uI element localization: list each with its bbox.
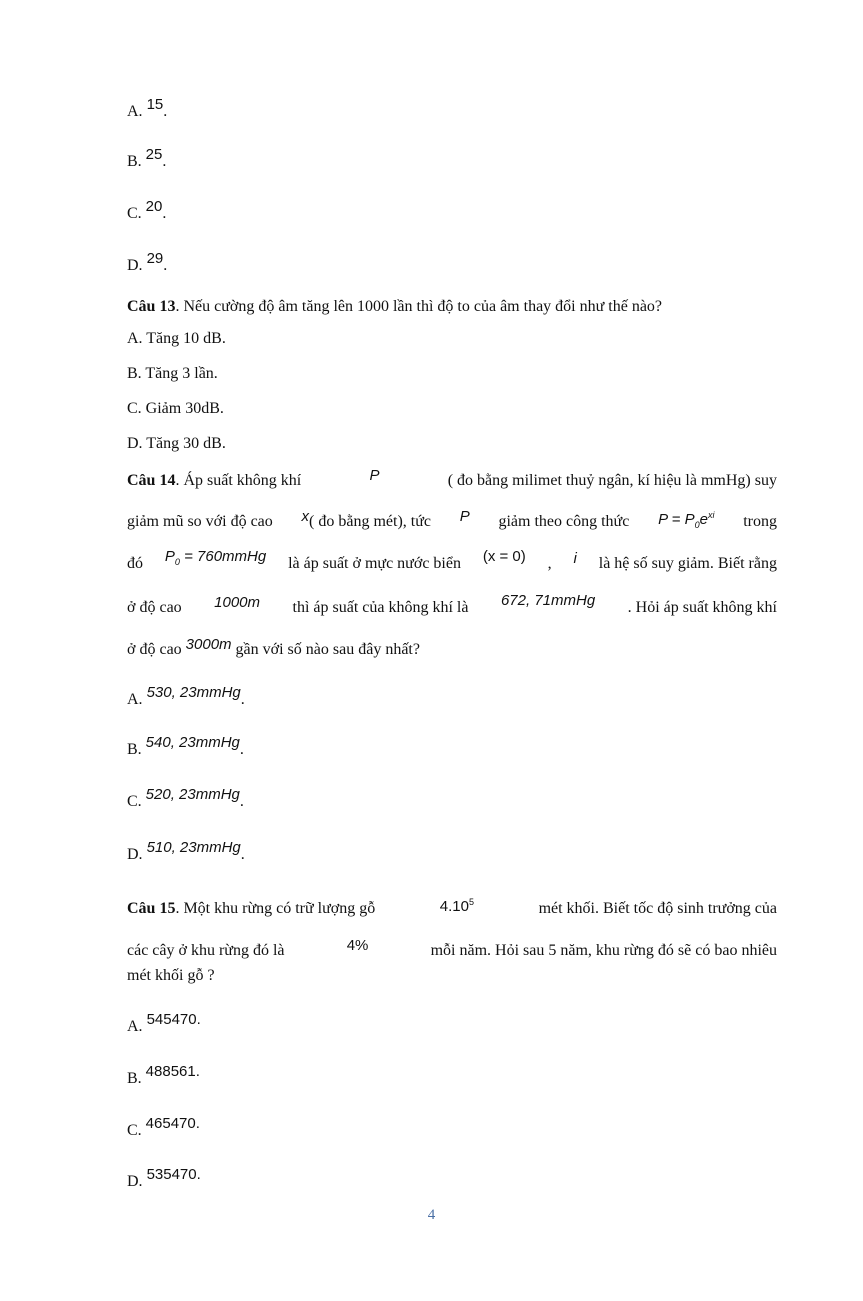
text: ( đo bằng mét), tức bbox=[309, 513, 431, 530]
math-var: x bbox=[301, 508, 310, 525]
text: các cây ở khu rừng đó là bbox=[127, 942, 285, 959]
q12-option-a: A. 15. bbox=[127, 96, 168, 120]
option-value: 540, 23mmHg bbox=[145, 734, 240, 751]
text: , bbox=[547, 555, 552, 572]
formula-x0: (x = 0) bbox=[482, 548, 526, 565]
option-label: B. bbox=[127, 1070, 142, 1087]
q14-line-2 bbox=[127, 508, 777, 542]
q13-option-d: D. Tăng 30 dB. bbox=[127, 435, 226, 452]
math: 0 bbox=[694, 520, 700, 530]
q15-option-b: B. 488561. bbox=[127, 1063, 200, 1087]
option-value: 25 bbox=[145, 146, 163, 163]
text: ( đo bằng milimet thuỷ ngân, kí hiệu là mmHg) suy bbox=[447, 472, 777, 489]
option-value: 465470 bbox=[145, 1115, 196, 1132]
q14-line-3 bbox=[127, 548, 777, 579]
q13-stem bbox=[127, 297, 662, 317]
option-value: 535470 bbox=[146, 1166, 197, 1183]
math-var: P bbox=[369, 467, 380, 484]
question-number: Câu 13 bbox=[127, 298, 176, 315]
q15-line-1 bbox=[127, 899, 777, 924]
q14-option-c: C. 520, 23mmHg. bbox=[127, 786, 244, 810]
math: 5 bbox=[469, 897, 475, 907]
option-value: 29 bbox=[146, 250, 164, 267]
text: là hệ số suy giảm. Biết rằng bbox=[598, 555, 777, 572]
page-number: 4 bbox=[427, 1207, 436, 1223]
text: . Hỏi áp suất không khí bbox=[627, 599, 777, 616]
text: mét khối. Biết tốc độ sinh trưởng của bbox=[538, 900, 777, 917]
option-value: 15 bbox=[146, 96, 164, 113]
q15-option-c: C. 465470. bbox=[127, 1115, 200, 1139]
option-label: D. bbox=[127, 1173, 143, 1190]
math: 0 bbox=[174, 557, 180, 567]
formula-p0 bbox=[165, 547, 266, 572]
question-number: Câu 15 bbox=[127, 900, 176, 917]
math: = 760mmHg bbox=[184, 548, 267, 565]
text: ở độ cao bbox=[127, 599, 182, 616]
option-label: D. bbox=[127, 846, 143, 863]
math-var: i bbox=[573, 550, 577, 567]
q14-option-d: D. 510, 23mmHg. bbox=[127, 839, 245, 863]
option-value: 520, 23mmHg bbox=[145, 786, 240, 803]
text: gần với số nào sau đây nhất? bbox=[235, 641, 420, 658]
option-label: D. bbox=[127, 257, 143, 274]
math: e bbox=[699, 511, 708, 528]
text: đó bbox=[127, 555, 143, 572]
option-label: A. bbox=[127, 103, 143, 120]
q14-line-4 bbox=[127, 592, 777, 618]
option-label: A. bbox=[127, 1018, 143, 1035]
text: giảm theo công thức bbox=[498, 513, 630, 530]
option-value: 488561 bbox=[145, 1063, 196, 1080]
q12-option-d: D. 29. bbox=[127, 250, 168, 274]
q13-option-c: C. Giảm 30dB. bbox=[127, 400, 224, 417]
q14-option-b: B. 540, 23mmHg. bbox=[127, 734, 244, 758]
text: ở độ cao bbox=[127, 641, 182, 658]
math-value: 4% bbox=[346, 937, 369, 954]
q12-option-c: C. 20. bbox=[127, 198, 167, 222]
math-value: 672, 71mmHg bbox=[500, 592, 596, 609]
option-value: 510, 23mmHg bbox=[146, 839, 241, 856]
q15-line-3: mét khối gỗ ? bbox=[127, 967, 215, 984]
math-var: P bbox=[459, 508, 470, 525]
q14-line-1 bbox=[127, 467, 777, 491]
text: thì áp suất của không khí là bbox=[292, 599, 469, 616]
text: là áp suất ở mực nước biển bbox=[288, 555, 461, 572]
text: mỗi năm. Hỏi sau 5 năm, khu rừng đó sẽ có bao nhiêu bbox=[430, 942, 777, 959]
q14-option-a: A. 530, 23mmHg. bbox=[127, 684, 245, 708]
q15-option-a: A. 545470. bbox=[127, 1011, 201, 1035]
q13-option-a: A. Tăng 10 dB. bbox=[127, 330, 226, 347]
option-value: 530, 23mmHg bbox=[146, 684, 241, 701]
option-label: C. bbox=[127, 793, 142, 810]
question-text: . Nếu cường độ âm tăng lên 1000 lần thì độ to của âm thay đổi như thế nào? bbox=[175, 298, 663, 315]
math-value: 3000m bbox=[185, 636, 232, 653]
text: . Áp suất không khí bbox=[175, 472, 302, 489]
math: xi bbox=[707, 510, 715, 520]
q15-option-d: D. 535470. bbox=[127, 1166, 201, 1190]
option-label: B. bbox=[127, 741, 142, 758]
math: 4.10 bbox=[439, 898, 469, 915]
text: . Một khu rừng có trữ lượng gỗ bbox=[175, 900, 376, 917]
q13-option-b: B. Tăng 3 lần. bbox=[127, 365, 218, 382]
option-label: C. bbox=[127, 1122, 142, 1139]
option-label: A. bbox=[127, 691, 143, 708]
math-value: 1000m bbox=[214, 594, 261, 611]
option-value: 545470 bbox=[146, 1011, 197, 1028]
math: P bbox=[164, 548, 175, 565]
option-value: 20 bbox=[145, 198, 163, 215]
option-label: C. bbox=[127, 205, 142, 222]
text: giảm mũ so với độ cao bbox=[127, 513, 273, 530]
text: trong bbox=[743, 513, 777, 530]
q15-line-2 bbox=[127, 937, 777, 961]
math: P = P bbox=[658, 511, 695, 528]
formula-volume bbox=[440, 892, 474, 917]
formula bbox=[658, 505, 714, 535]
question-number: Câu 14 bbox=[127, 472, 176, 489]
q14-line-5 bbox=[127, 636, 420, 660]
q12-option-b: B. 25. bbox=[127, 146, 167, 170]
option-label: B. bbox=[127, 153, 142, 170]
